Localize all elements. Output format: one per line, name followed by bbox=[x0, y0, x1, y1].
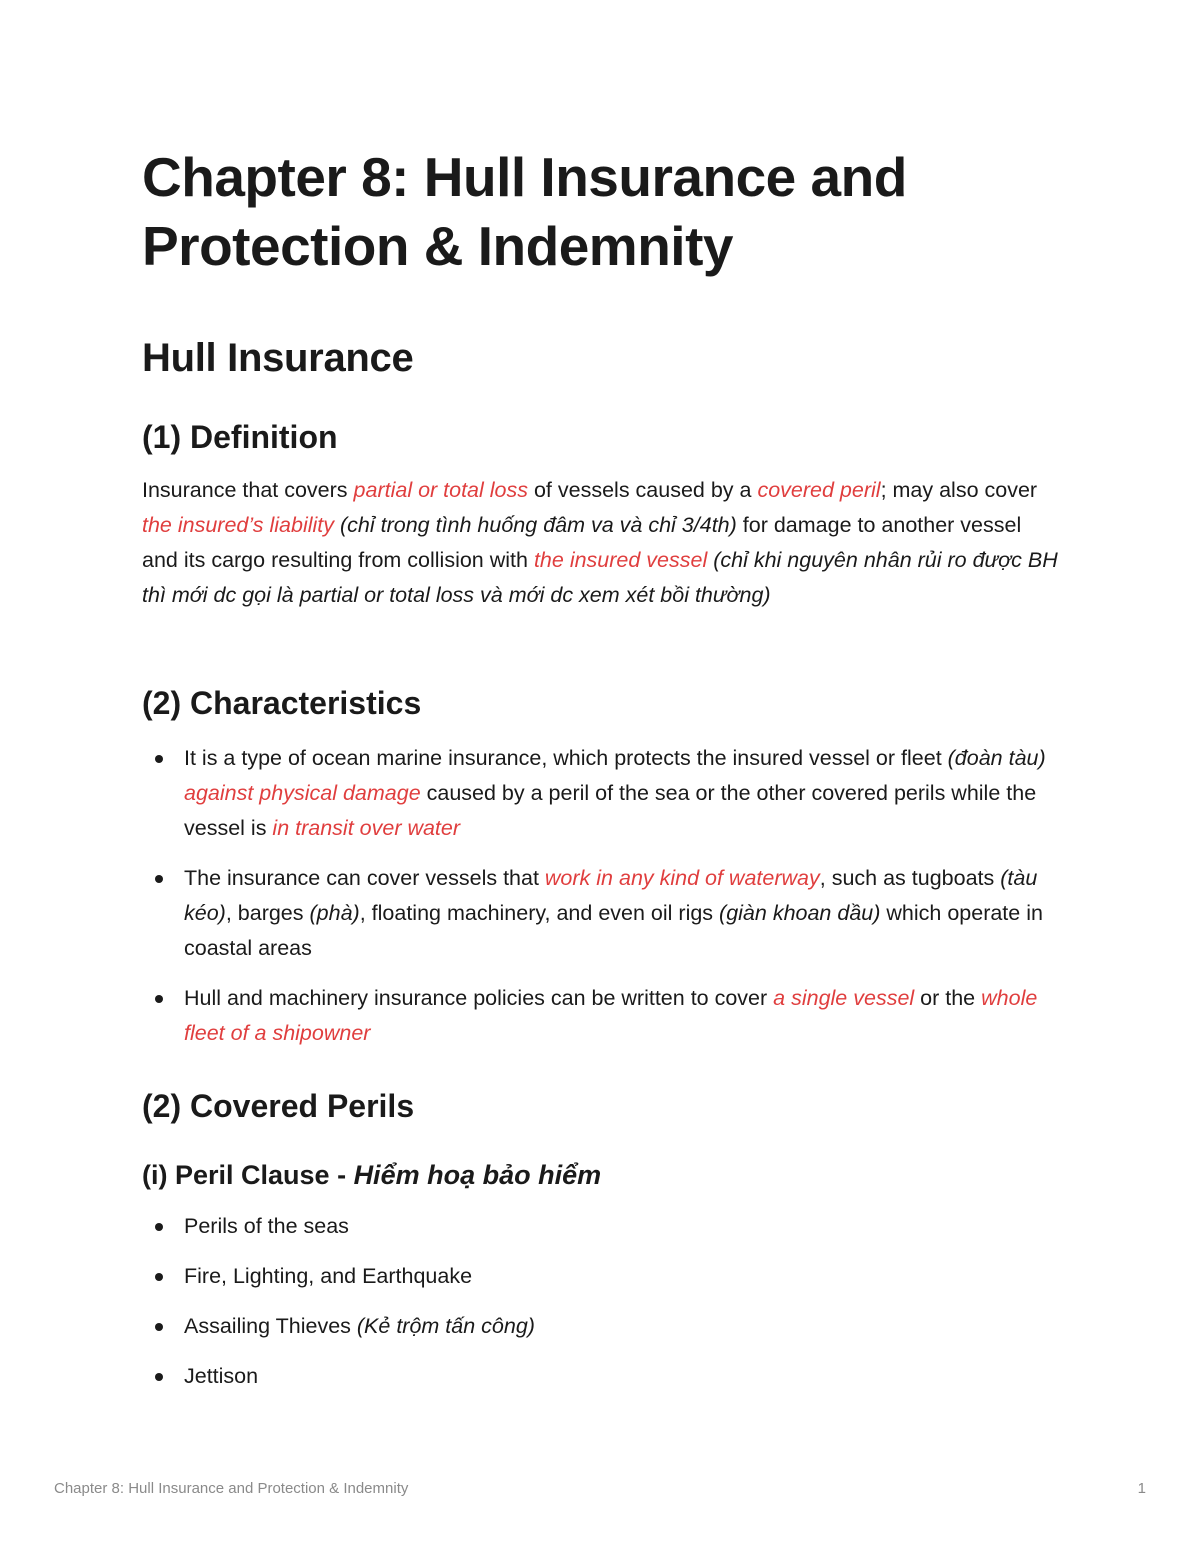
bullet-dot bbox=[155, 1373, 163, 1381]
list-item bbox=[142, 861, 1062, 966]
list-item bbox=[142, 1209, 1062, 1244]
text-run: , such as tugboats bbox=[819, 866, 1001, 890]
bullet-dot bbox=[155, 875, 163, 883]
text-run: It is a type of ocean marine insurance, which protects the insured vessel or fleet bbox=[184, 746, 948, 770]
peril-clause-label: (i) Peril Clause - bbox=[142, 1160, 354, 1190]
footer-document-title: Chapter 8: Hull Insurance and Protection & Indemnity bbox=[54, 1480, 409, 1497]
bullet-dot bbox=[155, 1273, 163, 1281]
text-run: or the bbox=[914, 986, 982, 1010]
vietnamese-note: (đoàn tàu) bbox=[947, 746, 1046, 770]
bullet-dot bbox=[155, 1223, 163, 1231]
list-item bbox=[142, 1309, 1062, 1344]
highlight-text: in transit over water bbox=[272, 816, 461, 840]
section-heading-hull-insurance: Hull Insurance bbox=[142, 336, 414, 380]
covered-perils-heading: (2) Covered Perils bbox=[142, 1088, 415, 1124]
highlight-text: a single vessel bbox=[773, 986, 915, 1010]
text-run: Assailing Thieves bbox=[184, 1314, 357, 1338]
highlight-text: partial or total loss bbox=[353, 478, 528, 502]
vietnamese-note: (chỉ trong tình huống đâm va và chỉ 3/4th) bbox=[340, 513, 737, 537]
definition-paragraph bbox=[142, 473, 1062, 613]
text-run: Hull and machinery insurance policies can be written to cover bbox=[184, 986, 774, 1010]
peril-list bbox=[142, 1209, 1062, 1394]
list-item bbox=[142, 1259, 1062, 1294]
peril-clause-heading bbox=[142, 1157, 601, 1193]
vietnamese-note: (phà) bbox=[309, 901, 360, 925]
bullet-dot bbox=[155, 1323, 163, 1331]
footer-page-number: 1 bbox=[1137, 1480, 1146, 1497]
page-title: Chapter 8: Hull Insurance and Protection & Indemnity bbox=[142, 146, 907, 277]
highlight-text: work in any kind of waterway bbox=[544, 866, 820, 890]
highlight-text: the insured’s liability bbox=[142, 513, 335, 537]
text-run: for damage to another vessel and its cargo resulting from collision with bbox=[142, 513, 1022, 572]
bullet-dot bbox=[155, 995, 163, 1003]
text-run: Jettison bbox=[184, 1364, 259, 1388]
text-run: Fire, Lighting, and Earthquake bbox=[184, 1264, 473, 1288]
list-item bbox=[142, 1359, 1062, 1394]
text-run: ; may also cover bbox=[880, 478, 1038, 502]
text-run: which operate in coastal areas bbox=[184, 901, 1043, 960]
vietnamese-note: (chỉ khi nguyên nhân rủi ro được BH thì mới dc gọi là partial or total loss và mới dc xem xét bồi thường) bbox=[142, 548, 1058, 607]
text-run: , floating machinery, and even oil rigs bbox=[359, 901, 720, 925]
characteristics-list bbox=[142, 741, 1062, 1051]
vietnamese-note: (giàn khoan dầu) bbox=[719, 901, 881, 925]
highlight-text: against physical damage bbox=[184, 781, 421, 805]
text-run: Insurance that covers bbox=[142, 478, 354, 502]
text-run: caused by a peril of the sea or the other covered perils while the vessel is bbox=[184, 781, 1037, 840]
list-item bbox=[142, 981, 1062, 1051]
vietnamese-note: (Kẻ trộm tấn công) bbox=[356, 1314, 535, 1338]
text-run: The insurance can cover vessels that bbox=[184, 866, 545, 890]
highlight-text: whole fleet of a shipowner bbox=[184, 986, 1038, 1045]
text-run: of vessels caused by a bbox=[528, 478, 758, 502]
highlight-text: covered peril bbox=[757, 478, 881, 502]
text-run: Perils of the seas bbox=[184, 1214, 349, 1238]
vietnamese-note: (tàu kéo) bbox=[184, 866, 1038, 925]
text-run: , barges bbox=[225, 901, 310, 925]
peril-clause-vietnamese: Hiểm hoạ bảo hiểm bbox=[353, 1160, 602, 1190]
characteristics-heading: (2) Characteristics bbox=[142, 685, 422, 721]
highlight-text: the insured vessel bbox=[533, 548, 708, 572]
bullet-dot bbox=[155, 755, 163, 763]
list-item bbox=[142, 741, 1062, 846]
definition-heading: (1) Definition bbox=[142, 419, 338, 455]
